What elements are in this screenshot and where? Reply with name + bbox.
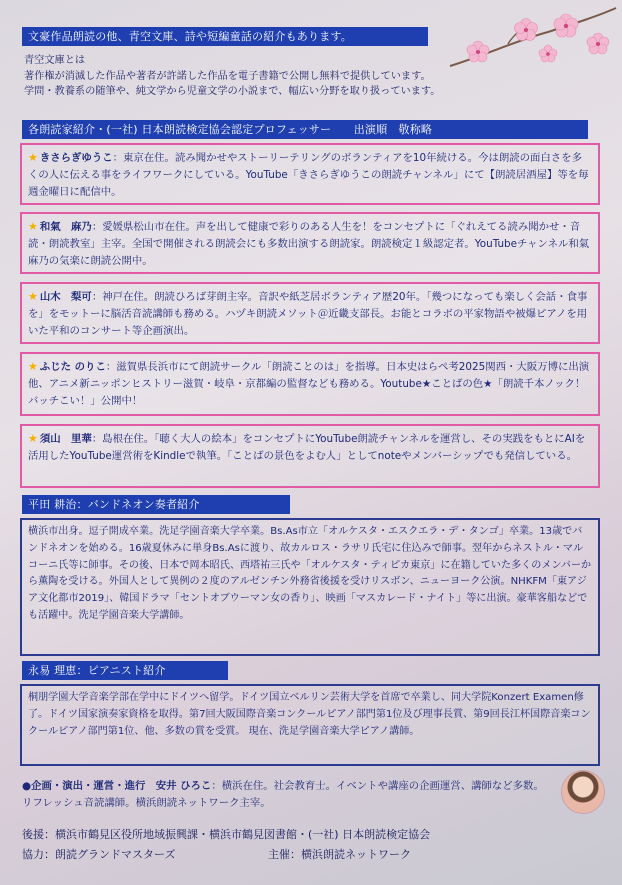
reader-card-5	[20, 424, 600, 488]
reader-name: 須山 里華	[39, 433, 92, 445]
hirata-band: 平田 耕治：バンドネオン奏者紹介	[22, 495, 290, 514]
star-icon: ★	[28, 290, 38, 303]
aozora-line2: 学問・教養系の随筆や、純文学から児童文学の小説まで、幅広い分野を取り扱っています。	[24, 86, 441, 97]
reader-card-4	[20, 352, 600, 416]
footer-support: 後援：横浜市鶴見区役所地域振興課・横浜市鶴見図書館・(一社) 日本朗読検定協会	[22, 828, 431, 841]
reader-card-1	[20, 143, 600, 205]
producer-section	[22, 778, 554, 812]
reader-bio: ：滋賀県長浜市にて朗読サークル「朗読ことのは」を指導。日本史はらぺ考2025関西・大阪万博に出演他、アニメ新ニッポンヒストリー滋賀・岐阜・京都編の監督なども務める。Youtube★ことばの色★「朗読千本ノック！バッチこい！」公開中！	[28, 361, 590, 407]
intro-band: 文豪作品朗読の他、青空文庫、詩や短編童話の紹介もあります。	[22, 27, 428, 46]
footer-cooperation: 協力：朗読グランドマスターズ	[22, 848, 176, 861]
reader-name: 山木 梨可	[39, 291, 92, 303]
reader-name: 和氣 麻乃	[39, 221, 92, 233]
aozora-line1: 著作権が消滅した作品や著者が許諾した作品を電子書籍で公開し無料で提供しています。	[24, 70, 431, 82]
reader-bio: ：東京在住。読み聞かせやストーリーテリングのボランティアを10年続ける。今は朗読の面白さを多くの人に伝える事をライフワークにしている。YouTube「きさらぎゆうこの朗読チャンネル」にて【朗読居酒屋】等を毎週金曜日に配信中。	[28, 152, 589, 198]
star-icon: ★	[28, 151, 38, 164]
aozora-section	[24, 53, 584, 100]
footer-host: 主催：横浜朗読ネットワーク	[268, 848, 411, 861]
reader-bio: ：愛媛県松山市在住。声を出して健康で彩りのある人生を！をコンセプトに「ぐれえてる読み聞かせ・音読・朗読教室」主宰。全国で開催される朗読会にも多数出演する朗読家。朗読検定１級認定者。YouTubeチャンネル和氣麻乃の気楽に朗読公開中。	[28, 221, 590, 267]
star-icon: ★	[28, 220, 38, 233]
producer-avatar	[561, 770, 605, 814]
reader-bio: ：神戸在住。朗読ひろば芽朗主宰。音訳や紙芝居ボランティア歴20年。「幾つになっても楽しく会話・食事を」をモットーに脳活音読講師も務める。ハヅキ朗読メソット＠近畿支部長。お能とコラボの平家物語や被爆ピアノを用いた平和のコンサート等企画演出。	[28, 291, 588, 337]
producer-role: ●企画・演出・運営・進行 安井 ひろこ	[22, 780, 212, 792]
readers-band: 各朗読家紹介・(一社) 日本朗読検定協会認定プロフェッサー 出演順 敬称略	[22, 120, 588, 139]
producer-bio: ：横浜在住。社会教育士。イベントや講座の企画運営、講師など多数。リフレッシュ音読講師。横浜朗読ネットワーク主宰。	[22, 780, 544, 809]
star-icon: ★	[28, 432, 38, 445]
reader-name: ふじた のりこ	[39, 361, 106, 373]
reader-name: きさらぎゆうこ	[39, 152, 113, 164]
reader-card-3	[20, 282, 600, 344]
aozora-title: 青空文庫とは	[24, 55, 86, 66]
reader-bio: ：島根在住。「聴く大人の絵本」をコンセプトにYouTube朗読チャンネルを運営し、その実践をもとにAIを活用したYouTube運営術をKindleで執筆。「ことばの景色をよむ人」としてnoteやメンバーシップでも発信している。	[28, 433, 586, 462]
nagai-bio: 桐朋学園大学音楽学部在学中にドイツへ留学。ドイツ国立ベルリン芸術大学を首席で卒業し、同大学院Konzert Examen修了。ドイツ国家演奏家資格を取得。第7回大阪国際音楽コンクールピアノ部門第1位及び理事長賞、第9回長江杯国際音楽コンクールピアノ部門第1位、他、多数の賞を受賞。 現在、洗足学園音楽大学ピアノ講師。	[20, 684, 600, 766]
star-icon: ★	[28, 360, 38, 373]
reader-card-2	[20, 212, 600, 274]
hirata-bio: 横浜市出身。逗子開成卒業。洗足学園音楽大学卒業。Bs.As市立「オルケスタ・エスクエラ・デ・タンゴ」卒業。13歳でバンドネオンを始める。16歳夏休みに単身Bs.Asに渡り、故カルロス・ラサリ氏宅に住込みで師事。翌年からネストル・マルコーニ氏等に師事。その後、日本で岡本昭氏、西塔祐三氏や「オルケスタ・ティピカ東京」に在籍していた多くのメンバーから薫陶を受ける。外国人として異例の２度のアルゼンチン外務省後援を受けリスボン、ニューヨーク公演。NHKFM「東アジア文化都市2019」、韓国ドラマ「セントオブウーマン女の香り」、映画「マスカレード・ナイト」等に出演。豪華客船などでも活躍中。洗足学園音楽大学講師。	[20, 518, 600, 656]
nagai-band: 永易 理恵：ピアニスト紹介	[22, 661, 228, 680]
